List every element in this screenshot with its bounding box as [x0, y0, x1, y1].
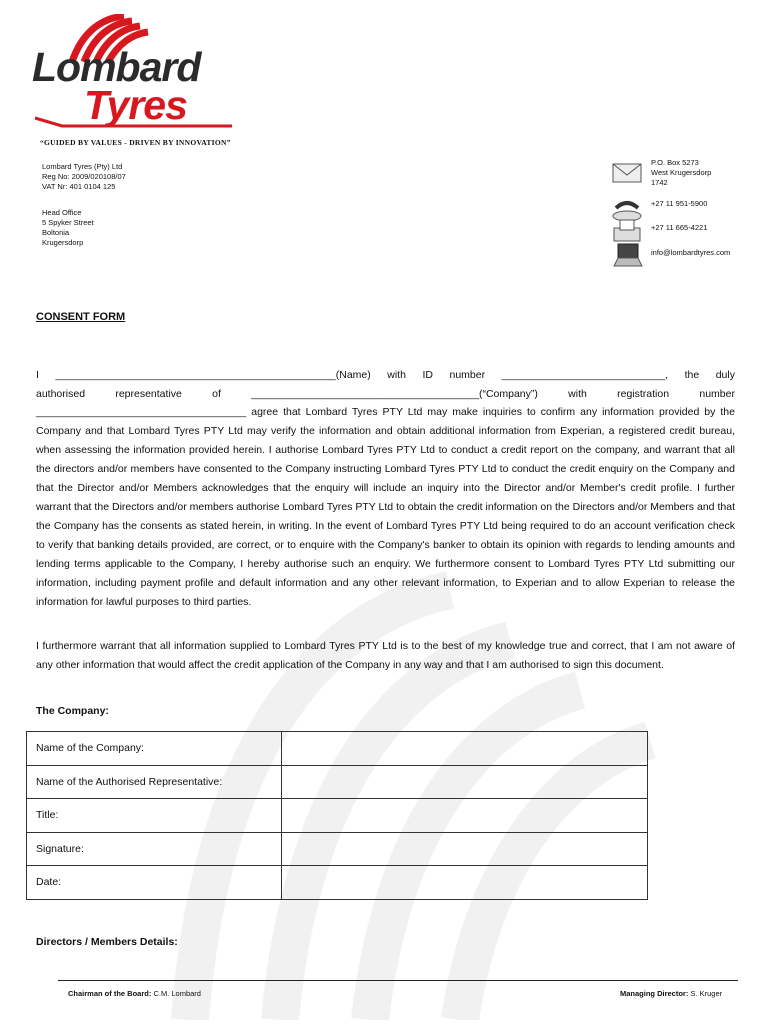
table-row	[27, 866, 648, 900]
line-token: with	[568, 388, 587, 400]
envelope-icon	[610, 158, 644, 186]
md-label: Managing Director:	[620, 989, 689, 998]
line-token: duly	[715, 369, 735, 381]
consent-line-1	[36, 369, 735, 381]
line-token: of	[212, 388, 221, 400]
table-row	[27, 765, 648, 799]
row-label: Signature:	[27, 832, 282, 866]
row-label: Name of the Company:	[27, 732, 282, 766]
chairman-label: Chairman of the Board:	[68, 989, 152, 998]
directors-heading: Directors / Members Details:	[36, 936, 178, 948]
line-token: the	[684, 369, 700, 381]
form-title: CONSENT FORM	[36, 311, 126, 323]
footer-chairman	[68, 989, 201, 998]
company-heading: The Company:	[36, 705, 109, 717]
table-row	[27, 799, 648, 833]
row-label: Name of the Authorised Representative:	[27, 765, 282, 799]
id-number-blank[interactable]: ____________________________,	[501, 369, 669, 381]
consent-paragraph-1: ____________________________________ agree that Lombard Tyres PTY Ltd may make inquiries to confirm any information provided by the Company and that Lombard Tyres PTY Ltd may verify the information and obtain additional information from Experian, a registered credit bureau, when assessing the information provided herein. I authorise Lombard Tyres PTY Ltd to conduct a credit report on the company, and warrant that all the directors and/or members have consented to the Company instructing Lombard Tyres PTY Ltd to conduct the credit enquiry on the Company and that the Director and/or Members acknowledges that the enquiry will include an inquiry into the Director and/or Member's credit profile. I further warrant that the Directors and/or members authorise Lombard Tyres PTY Ltd to obtain the credit information on the Directors and/or Members and that the Company has the consents as stated herein, in writing. In the event of Lombard Tyres PTY Ltd being required to do an account verification check to verify that banking details provided, are correct, or to enquire with the Company's banker to obtain its opinion with regards to lending amounts and lending terms applicable to the Company, I hereby authorise such an enquiry. We furthermore consent to Lombard Tyres PTY Ltd submitting our information, including payment profile and default information and any other relevant information, to Experian and to allow Experian to release the information for lawful purposes to third parties.	[36, 406, 735, 608]
po-box-line: West Krugersdorp	[651, 168, 712, 177]
line-token: number	[699, 388, 735, 400]
line-token: representative	[115, 388, 182, 400]
line-token: authorised	[36, 388, 86, 400]
laptop-icon	[610, 242, 644, 268]
company-info	[42, 162, 126, 192]
address-line: 5 Spyker Street	[42, 218, 94, 227]
representative-name-field[interactable]	[282, 765, 648, 799]
footer-divider	[58, 980, 738, 981]
phone-number[interactable]: +27 11 951-5900	[651, 199, 708, 208]
company-name: Lombard Tyres (Pty) Ltd	[42, 162, 123, 171]
consent-paragraph-2: I furthermore warrant that all information supplied to Lombard Tyres PTY Ltd is to the best of my knowledge true and correct, that I am not aware of any other information that would affect the credit application of the Company in any way and that I am authorised to sign this document.	[36, 640, 735, 671]
signature-field[interactable]	[282, 832, 648, 866]
line-token: I	[36, 369, 39, 381]
company-name-field[interactable]	[282, 732, 648, 766]
vat-nr: VAT Nr: 401 0104 125	[42, 182, 116, 191]
po-box-line: P.O. Box 5273	[651, 158, 699, 167]
table-row	[27, 832, 648, 866]
date-field[interactable]	[282, 866, 648, 900]
head-office-address	[42, 208, 94, 248]
title-field[interactable]	[282, 799, 648, 833]
motto: “GUIDED BY VALUES - DRIVEN BY INNOVATION”	[40, 138, 231, 147]
line-token: with	[387, 369, 406, 381]
row-label: Title:	[27, 799, 282, 833]
company-details-table	[26, 731, 648, 900]
row-label: Date:	[27, 866, 282, 900]
email-address[interactable]: info@lombardtyres.com	[651, 248, 731, 257]
table-row	[27, 732, 648, 766]
line-token: number	[449, 369, 486, 381]
logo-word-lombard: Lombard	[32, 44, 201, 90]
address-line: Boltonia	[42, 228, 70, 237]
address-line: Krugersdorp	[42, 238, 84, 247]
footer-managing-director	[620, 989, 722, 998]
po-box-line: 1742	[651, 178, 668, 187]
consent-line-2	[36, 388, 735, 400]
line-token: ID	[422, 369, 433, 381]
name-blank[interactable]: ________________________________________________(Name)	[55, 369, 371, 381]
chairman-name: C.M. Lombard	[153, 989, 201, 998]
fax-number: +27 11 665-4221	[651, 223, 708, 232]
company-blank[interactable]: _______________________________________(“Company”)	[251, 388, 538, 400]
reg-no: Reg No: 2009/020108/07	[42, 172, 126, 181]
line-token: registration	[617, 388, 670, 400]
lombard-tyres-logo	[32, 14, 242, 132]
address-line: Head Office	[42, 208, 82, 217]
md-name: S. Kruger	[690, 989, 723, 998]
fax-icon	[610, 218, 644, 244]
logo-word-tyres: Tyres	[84, 82, 187, 128]
